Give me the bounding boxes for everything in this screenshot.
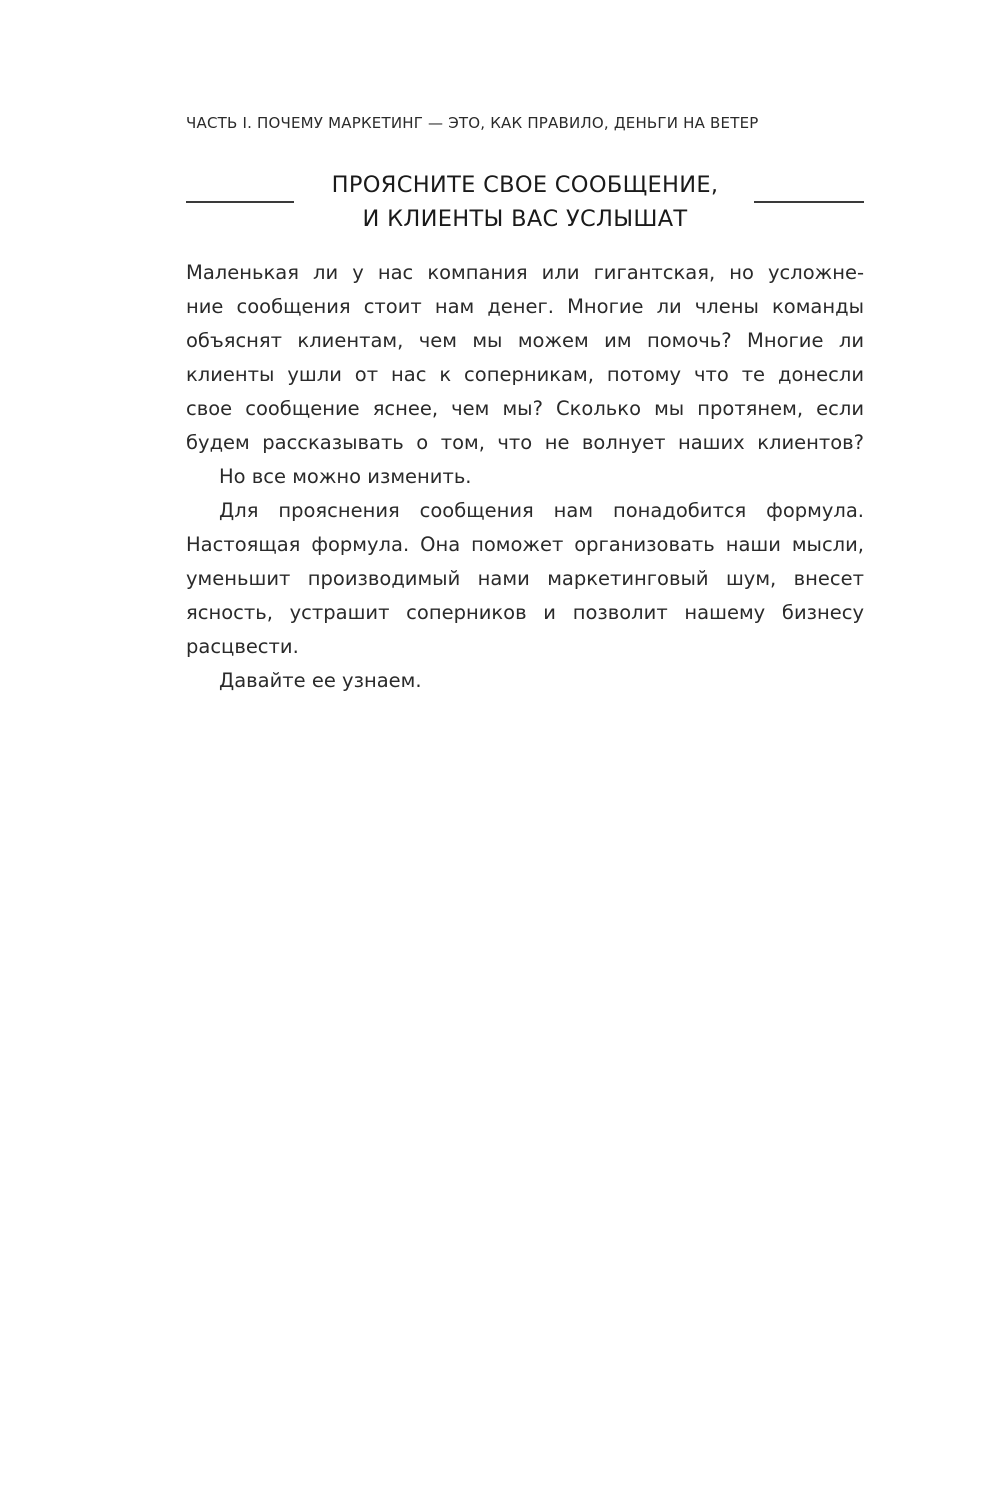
running-header: ЧАСТЬ I. ПОЧЕМУ МАРКЕТИНГ — ЭТО, КАК ПРАВИЛО, ДЕНЬГИ НА ВЕТЕР: [186, 114, 759, 132]
text-line: будем рассказывать о том, что не волнует наших клиентов?: [186, 431, 864, 454]
text-line: расцвести.: [186, 635, 299, 658]
section-title-line-1: ПРОЯСНИТЕ СВОЕ СООБЩЕНИЕ,: [331, 172, 719, 198]
paragraph: [186, 460, 864, 494]
text-line: Маленькая ли у нас компания или гигантская, но усложне-: [186, 261, 864, 284]
text-line: объяснят клиентам, чем мы можем им помочь? Многие ли: [186, 329, 864, 352]
text-line: клиенты ушли от нас к соперникам, потому что те донесли: [186, 363, 864, 386]
text-line: уменьшит производимый нами маркетинговый шум, внесет: [186, 567, 864, 590]
section-heading: [186, 168, 864, 240]
text-line: ние сообщения стоит нам денег. Многие ли члены команды: [186, 295, 864, 318]
text-line: Для прояснения сообщения нам понадобится формула.: [219, 499, 864, 522]
paragraph: [186, 256, 864, 460]
text-line: ясность, устрашит соперников и позволит нашему бизнесу: [186, 601, 864, 624]
paragraph: [186, 664, 864, 698]
text-line: Давайте ее узнаем.: [219, 669, 422, 692]
text-line: свое сообщение яснее, чем мы? Сколько мы протянем, если: [186, 397, 864, 420]
text-line: Настоящая формула. Она поможет организовать наши мысли,: [186, 533, 864, 556]
paragraph: [186, 494, 864, 664]
text-line: Но все можно изменить.: [219, 465, 472, 488]
body-text: [186, 256, 864, 698]
section-title: [186, 168, 864, 236]
section-title-line-2: И КЛИЕНТЫ ВАС УСЛЫШАТ: [362, 206, 688, 232]
